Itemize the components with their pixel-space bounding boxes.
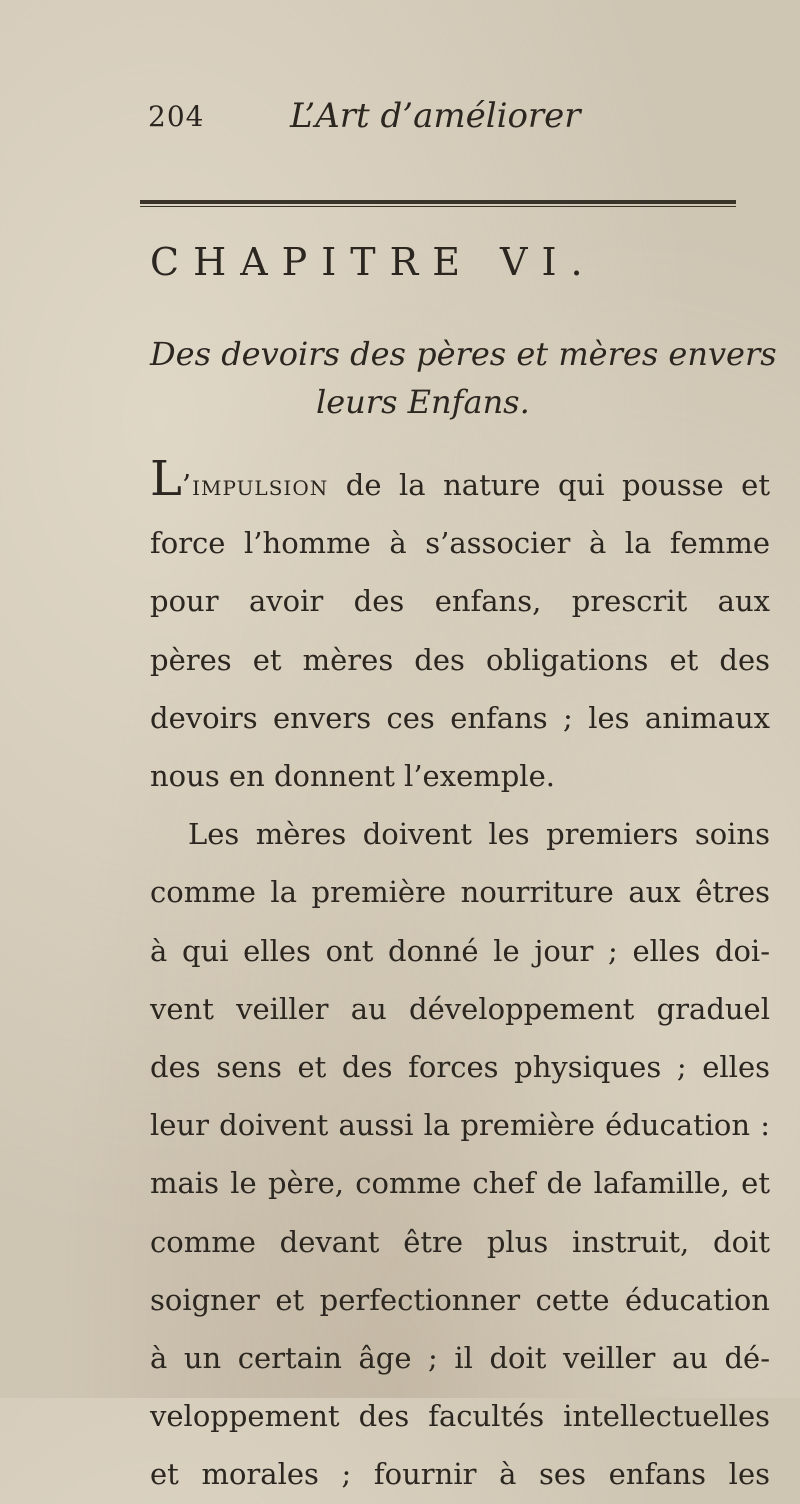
header-rule (140, 200, 736, 207)
text-line: Les mères doivent les premiers soins (188, 817, 770, 852)
text-line: soigner et perfectionner cette éducation (150, 1282, 770, 1317)
page-header (148, 96, 768, 146)
text-line: pères et mères des obligations et des (150, 642, 770, 677)
paragraph-2 (150, 805, 770, 1503)
subtitle-line-1: Des devoirs des pères et mères envers (150, 335, 777, 373)
chapter-subtitle (150, 330, 780, 426)
running-title: L’Art d’améliorer (290, 96, 581, 136)
text-line: leur doivent aussi la première éducation : (150, 1108, 770, 1143)
text-line: pour avoir des enfans, prescrit aux (150, 584, 770, 619)
text-line: veloppement des facultés intellectuelles (150, 1399, 770, 1434)
body-text (150, 451, 770, 1504)
paragraph-1 (150, 451, 770, 805)
subtitle-line-2: leurs Enfans. (316, 383, 530, 421)
text-line: à un certain âge ; il doit veiller au dé- (150, 1341, 770, 1376)
text-line: comme la première nourriture aux êtres (150, 875, 770, 910)
drop-cap: L (150, 451, 182, 507)
text-line: devoirs envers ces enfans ; les animaux (150, 700, 770, 735)
text-line: mais le père, comme chef de lafamille, et (150, 1166, 770, 1201)
text-line: nous en donnent l’exemple. (150, 759, 555, 794)
text-line: à qui elles ont donné le jour ; elles doi- (150, 933, 770, 968)
chapter-heading: CHAPITRE VI. (150, 240, 597, 284)
text-line: et morales ; fournir à ses enfans les (150, 1457, 770, 1492)
page-number: 204 (148, 100, 205, 133)
text-line (150, 451, 770, 514)
text-line: vent veiller au développement graduel (150, 991, 770, 1026)
text-line: des sens et des forces physiques ; elles (150, 1050, 770, 1085)
text-line: comme devant être plus instruit, doit (150, 1224, 770, 1259)
text-line: force l’homme à s’associer à la femme (150, 526, 770, 561)
small-caps-word: ’impulsion (181, 468, 329, 502)
text-fragment: de la nature qui pousse et (328, 468, 770, 502)
